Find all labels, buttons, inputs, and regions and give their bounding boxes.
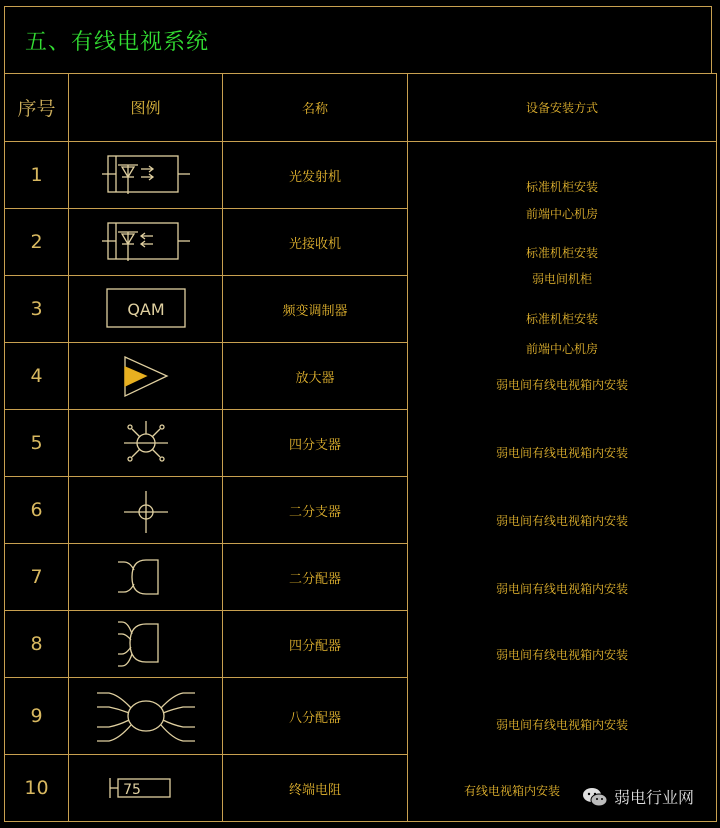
header-method: 设备安装方式 [408, 74, 717, 142]
row-name: 终端电阻 [223, 755, 408, 822]
row-name: 二分支器 [223, 477, 408, 544]
row-name: 八分配器 [223, 678, 408, 755]
legend-sheet [4, 6, 712, 822]
header-name: 名称 [223, 74, 408, 142]
method-text: 弱电间有线电视箱内安装 [495, 718, 628, 732]
method-text: 前端中心机房 [525, 342, 598, 356]
four-way-tap-icon [96, 413, 196, 473]
method-text: 弱电间有线电视箱内安装 [495, 648, 628, 662]
title-bar [4, 6, 712, 74]
method-text: 弱电间有线电视箱内安装 [495, 514, 628, 528]
watermark-text: 弱电行业网 [613, 788, 694, 807]
amplifier-icon [96, 351, 196, 401]
legend-table [4, 73, 717, 822]
row-index: 7 [5, 544, 69, 611]
optical-receiver-icon [96, 217, 196, 267]
page-title: 五、有线电视系统 [25, 30, 210, 55]
method-text: 有线电视箱内安装 [463, 784, 560, 798]
row-index: 1 [5, 142, 69, 209]
row-index: 2 [5, 209, 69, 276]
method-text: 弱电间有线电视箱内安装 [495, 446, 628, 460]
wechat-icon [582, 786, 608, 808]
method-text: 标准机柜安装 [525, 246, 598, 260]
two-way-splitter-icon [96, 552, 196, 602]
row-name: 光接收机 [223, 209, 408, 276]
header-row [5, 74, 717, 142]
row-name: 二分配器 [223, 544, 408, 611]
method-text: 标准机柜安装 [525, 312, 598, 326]
row-index: 6 [5, 477, 69, 544]
method-text: 弱电间有线电视箱内安装 [495, 582, 628, 596]
four-way-splitter-icon [96, 614, 196, 674]
two-way-tap-icon [96, 485, 196, 535]
method-text: 前端中心机房 [525, 207, 598, 221]
terminal-resistor-icon [96, 768, 196, 808]
row-index: 10 [5, 755, 69, 822]
eight-way-splitter-icon [91, 685, 201, 747]
row-name: 光发射机 [223, 142, 408, 209]
row-name: 四分配器 [223, 611, 408, 678]
qam-label: QAM [126, 300, 165, 319]
row-name: 频变调制器 [223, 276, 408, 343]
row-index: 4 [5, 343, 69, 410]
watermark [582, 785, 694, 808]
method-text: 标准机柜安装 [525, 180, 598, 194]
row-name: 四分支器 [223, 410, 408, 477]
row-name: 放大器 [223, 343, 408, 410]
method-text: 弱电间有线电视箱内安装 [495, 378, 628, 392]
method-column [408, 142, 717, 822]
row-index: 9 [5, 678, 69, 755]
row-index: 5 [5, 410, 69, 477]
optical-transmitter-icon [96, 150, 196, 200]
row-index: 8 [5, 611, 69, 678]
header-symbol: 图例 [69, 74, 223, 142]
resistor-label: 75 [122, 782, 141, 798]
qam-modulator-icon [96, 284, 196, 334]
header-index: 序号 [5, 74, 69, 142]
method-text: 弱电间机柜 [531, 272, 592, 286]
table-row [5, 142, 717, 209]
row-index: 3 [5, 276, 69, 343]
